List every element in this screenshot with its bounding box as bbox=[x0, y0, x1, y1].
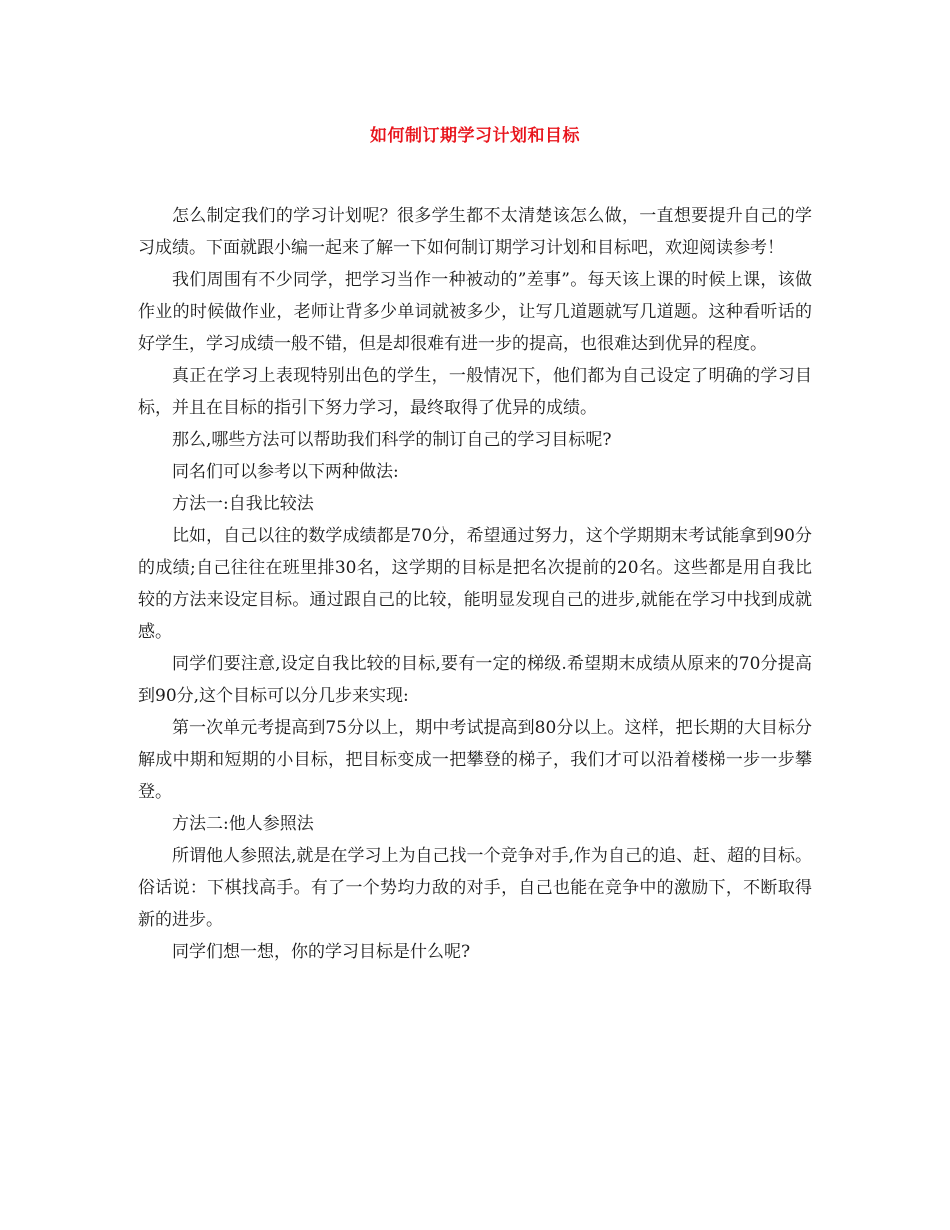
paragraph: 比如，自己以往的数学成绩都是70分，希望通过努力，这个学期期末考试能拿到90分的成绩;自己往往在班里排30名，这学期的目标是把名次提前的20名。这些都是用自我比较的方法来设定目标。通过跟自己的比较，能明显发现自己的进步,就能在学习中找到成就感。 bbox=[138, 526, 812, 642]
paragraph: 同学们要注意,设定自我比较的目标,要有一定的梯级.希望期末成绩从原来的70分提高到90分,这个目标可以分几步来实现: bbox=[138, 654, 812, 706]
paragraph: 怎么制定我们的学习计划呢？很多学生都不太清楚该怎么做，一直想要提升自己的学习成绩。下面就跟小编一起来了解一下如何制订期学习计划和目标吧，欢迎阅读参考！ bbox=[138, 206, 812, 258]
section-heading: 方法一:自我比较法 bbox=[172, 494, 314, 514]
paragraph: 真正在学习上表现特别出色的学生，一般情况下，他们都为自己设定了明确的学习目标，并且在目标的指引下努力学习，最终取得了优异的成绩。 bbox=[138, 366, 812, 418]
paragraph: 第一次单元考提高到75分以上，期中考试提高到80分以上。这样，把长期的大目标分解成中期和短期的小目标，把目标变成一把攀登的梯子，我们才可以沿着楼梯一步一步攀登。 bbox=[138, 718, 812, 802]
document-title: 如何制订期学习计划和目标 bbox=[370, 126, 580, 146]
paragraph: 那么,哪些方法可以帮助我们科学的制订自己的学习目标呢? bbox=[172, 430, 612, 450]
paragraph: 所谓他人参照法,就是在学习上为自己找一个竞争对手,作为自己的追、赶、超的目标。俗话说：下棋找高手。有了一个势均力敌的对手，自己也能在竞争中的激励下，不断取得新的进步。 bbox=[138, 846, 812, 930]
section-heading: 方法二:他人参照法 bbox=[172, 814, 314, 834]
paragraph: 同名们可以参考以下两种做法: bbox=[172, 462, 399, 482]
paragraph: 同学们想一想，你的学习目标是什么呢? bbox=[172, 942, 471, 962]
paragraph: 我们周围有不少同学，把学习当作一种被动的”差事”。每天该上课的时候上课，该做作业的时候做作业，老师让背多少单词就被多少，让写几道题就写几道题。这种看听话的好学生，学习成绩一般不错，但是却很难有进一步的提高，也很难达到优异的程度。 bbox=[138, 270, 812, 354]
document-body bbox=[138, 200, 812, 968]
